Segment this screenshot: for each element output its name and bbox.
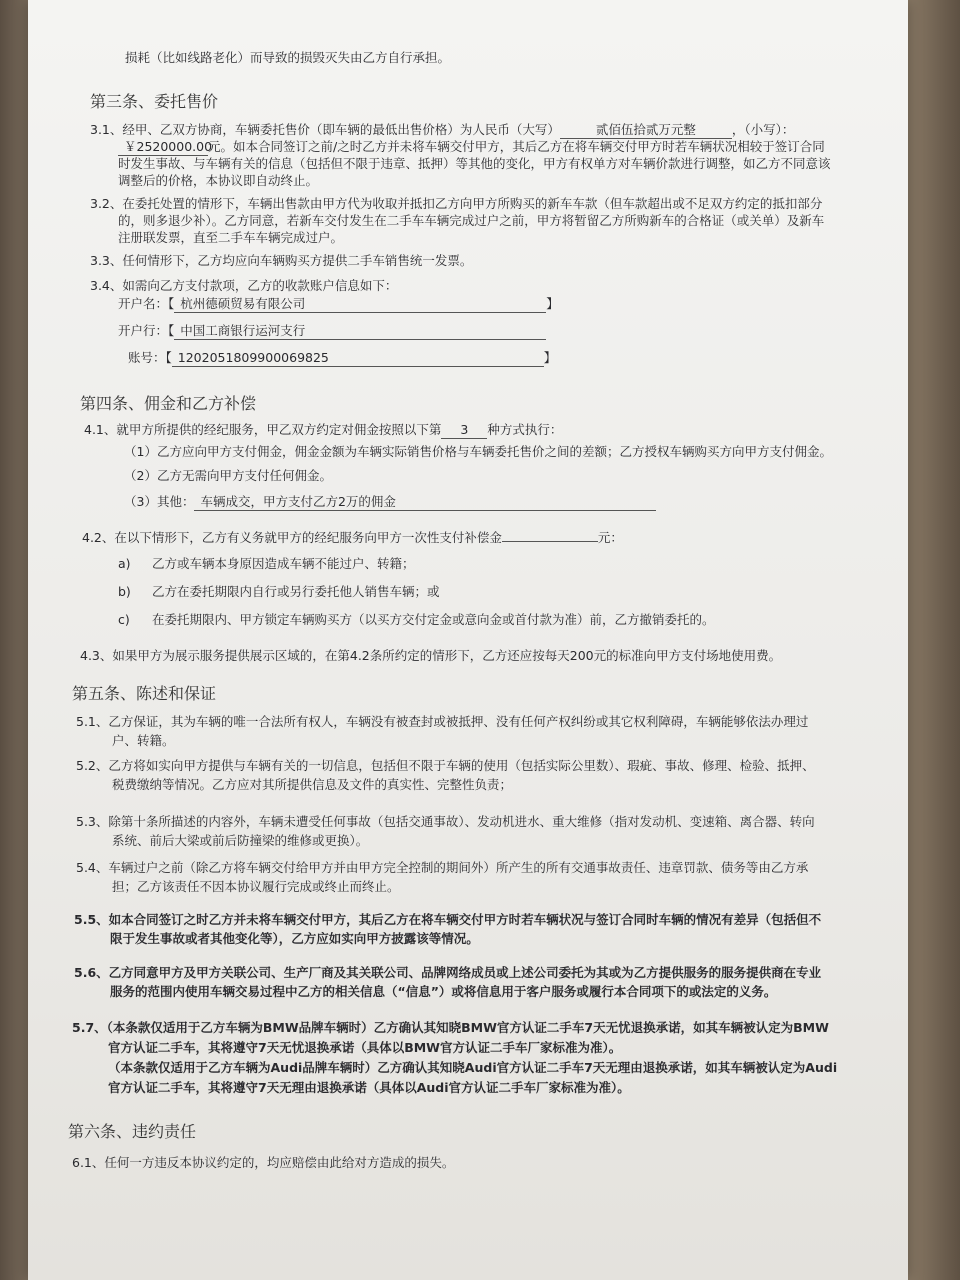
account-bank-row: 开户行：【 中国工商银行运河支行 (118, 323, 546, 340)
item-b: 乙方在委托期限内自行或另行委托他人销售车辆；或 (152, 584, 440, 599)
clause-5-4: 5.4、车辆过户之前（除乙方将车辆交付给甲方并由甲方完全控制的期间外）所产生的所有交通事故责任、违章罚款、债务等由乙方承 (76, 860, 809, 875)
contract-page (28, 0, 908, 1280)
clause-5-1-line2: 户、转籍。 (112, 733, 175, 748)
continued-line: 损耗（比如线路老化）而导致的损毁灭失由乙方自行承担。 (125, 50, 451, 65)
clause-3-2-line3: 注册联发票，直至二手车车辆完成过户。 (118, 230, 344, 245)
section-4-title: 第四条、佣金和乙方补偿 (80, 394, 257, 413)
price-in-words: 贰佰伍拾贰万元整 (560, 122, 732, 139)
clause-3-1-line3: 时发生事故、与车辆有关的信息（包括但不限于违章、抵押）等其他的变化，甲方有权单方对车辆价款进行调整，如乙方不同意该 (118, 156, 831, 171)
clause-5-5: 5.5、如本合同签订之时乙方并未将车辆交付甲方，其后乙方在将车辆交付甲方时若车辆状况与签订合同时车辆的情况有差异（包括但不 (74, 912, 822, 927)
clause-5-7-line4: 官方认证二手车，其将遵守7天无理由退换承诺（具体以Audi官方认证二手车厂家标准为准）。 (108, 1080, 630, 1095)
account-name: 杭州德硕贸易有限公司 (174, 296, 546, 313)
section-3-title: 第三条、委托售价 (90, 92, 219, 111)
clause-6-1: 6.1、任何一方违反本协议约定的，均应赔偿由此给对方造成的损失。 (72, 1155, 455, 1170)
clause-4-1: 4.1、就甲方所提供的经纪服务，甲乙双方约定对佣金按照以下第 3 种方式执行： (84, 422, 563, 437)
clause-3-2: 3.2、在委托处置的情形下，车辆出售款由甲方代为收取并抵扣乙方向甲方所购买的新车车款（但车款超出或不足双方约定的抵扣部分 (90, 196, 823, 211)
account-bank: 中国工商银行运河支行 (174, 323, 546, 340)
account-number: 1202051809900069825 (172, 350, 544, 367)
clause-3-2-line2: 的，则多退少补）。乙方同意，若新车交付发生在二手车车辆完成过户之前，甲方将暂留乙方所购新车的合格证（或关单）及新车 (118, 213, 825, 228)
item-c: 在委托期限内、甲方锁定车辆购买方（以买方交付定金或意向金或首付款为准）前，乙方撤销委托的。 (152, 612, 715, 627)
account-name-row: 开户名：【 杭州德硕贸易有限公司 】 (118, 296, 559, 311)
clause-5-6-line2: 服务的范围内使用车辆交易过程中乙方的相关信息（“信息”）或将信息用于客户服务或履行本合同项下的或法定的义务。 (110, 984, 777, 999)
clause-5-3: 5.3、除第十条所描述的内容外，车辆未遭受任何事故（包括交通事故）、发动机进水、重大维修（指对发动机、变速箱、离合器、转向 (76, 814, 815, 829)
clause-3-3: 3.3、任何情形下，乙方均应向车辆购买方提供二手车销售统一发票。 (90, 253, 473, 268)
clause-5-2: 5.2、乙方将如实向甲方提供与车辆有关的一切信息，包括但不限于车辆的使用（包括实际公里数）、瑕疵、事故、修理、检验、抵押、 (76, 758, 815, 773)
clause-3-1-line4: 调整后的价格，本协议即自动终止。 (118, 173, 319, 188)
clause-5-7-line2: 官方认证二手车，其将遵守7天无忧退换承诺（具体以BMW官方认证二手车厂家标准为准）。 (108, 1040, 622, 1055)
clause-3-4: 3.4、如需向乙方支付款项，乙方的收款账户信息如下： (90, 278, 398, 293)
clause-4-2: 4.2、在以下情形下，乙方有义务就甲方的经纪服务向甲方一次性支付补偿金 元： (82, 530, 623, 545)
clause-5-6: 5.6、乙方同意甲方及甲方关联公司、生产厂商及其关联公司、品牌网络成员或上述公司委托为其或为乙方提供服务的服务提供商在专业 (74, 965, 822, 980)
item-a-label: a) (118, 556, 131, 571)
clause-4-3: 4.3、如果甲方为展示服务提供展示区域的，在第4.2条所约定的情形下，乙方还应按每天200元的标准向甲方支付场地使用费。 (80, 648, 782, 663)
option-3: （3）其他： 车辆成交，甲方支付乙方2万的佣金 (124, 494, 656, 511)
compensation-blank (502, 541, 598, 542)
option-1: （1）乙方应向甲方支付佣金，佣金金额为车辆实际销售价格与车辆委托售价之间的差额；乙方授权车辆购买方向甲方支付佣金。 (124, 444, 832, 459)
price-in-numbers: ￥2520000.00 (118, 139, 208, 156)
item-c-label: c) (118, 612, 130, 627)
section-5-title: 第五条、陈述和保证 (72, 684, 217, 703)
clause-5-7: 5.7、（本条款仅适用于乙方车辆为BMW品牌车辆时）乙方确认其知晓BMW官方认证二手车7天无忧退换承诺，如其车辆被认定为BMW (72, 1020, 829, 1035)
clause-5-3-line2: 系统、前后大梁或前后防撞梁的维修或更换）。 (112, 833, 369, 848)
item-a: 乙方或车辆本身原因造成车辆不能过户、转籍； (152, 556, 415, 571)
clause-5-4-line2: 担；乙方该责任不因本协议履行完成或终止而终止。 (112, 879, 400, 894)
item-b-label: b) (118, 584, 131, 599)
clause-3-1-line2: ￥2520000.00元。如本合同签订之前/之时乙方并未将车辆交付甲方，其后乙方在将车辆交付甲方时若车辆状况相较于签订合同 (118, 139, 825, 156)
clause-5-5-line2: 限于发生事故或者其他变化等），乙方应如实向甲方披露该等情况。 (110, 931, 479, 946)
right-background (908, 0, 960, 1280)
clause-5-7-line3: （本条款仅适用于乙方车辆为Audi品牌车辆时）乙方确认其知晓Audi官方认证二手车7天无理由退换承诺，如其车辆被认定为Audi (108, 1060, 838, 1075)
account-number-row: 账号：【 1202051809900069825 】 (128, 350, 557, 365)
option-3-detail: 车辆成交，甲方支付乙方2万的佣金 (194, 494, 656, 511)
clause-5-1: 5.1、乙方保证，其为车辆的唯一合法所有权人，车辆没有被查封或被抵押、没有任何产权纠纷或其它权利障碍，车辆能够依法办理过 (76, 714, 809, 729)
section-6-title: 第六条、违约责任 (68, 1122, 197, 1141)
clause-3-1: 3.1、经甲、乙双方协商，车辆委托售价（即车辆的最低出售价格）为人民币（大写） 贰佰伍拾贰万元整 ，（小写）： (90, 122, 795, 137)
commission-option-number: 3 (441, 422, 487, 439)
clause-5-2-line2: 税费缴纳等情况。乙方应对其所提供信息及文件的真实性、完整性负责； (112, 777, 513, 792)
option-2: （2）乙方无需向甲方支付任何佣金。 (124, 468, 332, 483)
left-background (0, 0, 28, 1280)
